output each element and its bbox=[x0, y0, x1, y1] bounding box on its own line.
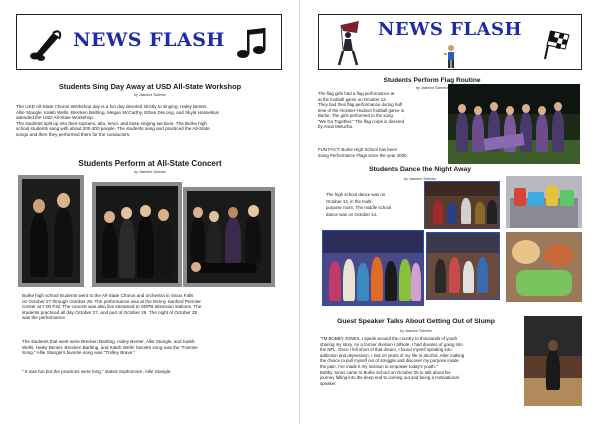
byline: by Jasmine Schmitz bbox=[134, 170, 166, 174]
dance-photo-snacks bbox=[506, 176, 582, 228]
speaker-photo bbox=[524, 316, 582, 406]
byline: by Jasmine Schmitz bbox=[400, 329, 432, 333]
masthead-right bbox=[318, 14, 582, 70]
article-quote: " It was fun but the practices were long," stated Sophomore, Allie Stangle. bbox=[22, 369, 172, 374]
dance-photo-crowd bbox=[322, 230, 424, 306]
right-page bbox=[300, 0, 600, 424]
article-body: Burke high school students went to the All-State Chorus and orchestra in Sioux Falls on October 27 through October 28. The performance was at the Denny Sanford Premier Center at 7:00 P.M. The concert was also live streamed to SDPB television stations. The students practiced all day October 27, and part of October 28. The night of October 28 was the performance. bbox=[22, 293, 202, 321]
byline: by Jasmine Schmitz bbox=[404, 177, 436, 181]
article-headline: Guest Speaker Talks About Getting Out of Slump bbox=[337, 318, 495, 325]
chorus-photo-group bbox=[92, 182, 182, 287]
dance-photo-floor bbox=[426, 232, 500, 300]
double-eighth-note-icon bbox=[235, 25, 267, 61]
article-headline: Students Dance the Night Away bbox=[369, 166, 471, 173]
masthead-title: NEWS FLASH bbox=[73, 29, 225, 51]
article-body: The USD All-State Chorus Workshop day is a fun day devoted strictly to singing. Haley Benter, Allie Stangle, Kaleb Wells, Brecken Bartling, Megan McCarthy, Ethan DeLong, and Skyla Hosselkus attended the USD All-State Workshop. The students split up into their soprano, alto, tenor, and base singing sections. The Burke high school students sang with about 200-300 people. The students sang and practiced the All-State songs and then they performed them for the conductors. bbox=[16, 104, 219, 137]
fun-fact: FUN FACT: Burke High School has been doing Performance Flags since the year 2000. bbox=[318, 147, 408, 158]
chorus-photo-pair bbox=[18, 175, 84, 287]
masthead-left bbox=[16, 14, 282, 70]
parade-figure-icon bbox=[443, 43, 459, 69]
article-headline: Students Perform at All-State Concert bbox=[78, 159, 222, 168]
dance-photo-hall bbox=[424, 181, 500, 229]
byline: by Jasmine Schmitz bbox=[416, 86, 448, 90]
article-body: The flag girls had a flag performance at at the football game on October 13. They had their flag performance during half time of the Alcester-Hudson football game in Burke. The girls performed to the song "We Go Together." The flag corps is directed by Anna Metucha. bbox=[318, 91, 405, 129]
byline: by Jasmine Schmitz bbox=[134, 93, 166, 97]
checkered-flag-icon bbox=[541, 27, 571, 61]
article-body: "I'M BOBBY JONES. I speak around the country to thousands of youth sharing my story. As a former division I athlete, I had dreams of going into the NFL. Once I fell short of that dream, I found myself spiraling into addiction and depression. I lost 10 years of my life to alcohol. After making the choice to pull myself out of struggle and discover my purpose inside the pain, I've made it my mission to empower today's youth." Bobby Jones came to Burke School on October 25 to talk about his journey falling into the deep end to coming out and being a motivational speaker. bbox=[320, 336, 465, 386]
article-body: The students that went were Brecken Bartling, Haley Benter, Allie Stangle, and Kaleb Wells. Haley Benter, Brecken Bartling, and Kaleb Wells' favorite song was the "Famine Song." Allie Stangle's favorite song was "Trolley Brave." bbox=[22, 339, 198, 356]
masthead-title: NEWS FLASH bbox=[377, 19, 523, 40]
article-body: The high school dance was on October 13, in the multi- purpose room. The middle school dance was on October 14. bbox=[326, 192, 392, 217]
article-headline: Students Perform Flag Routine bbox=[383, 77, 481, 84]
article-headline: Students Sing Day Away at USD All-State Workshop bbox=[58, 82, 242, 91]
dance-photo-food bbox=[506, 232, 582, 302]
chorus-photo-lying bbox=[183, 187, 275, 287]
flag-team-photo bbox=[448, 84, 580, 164]
